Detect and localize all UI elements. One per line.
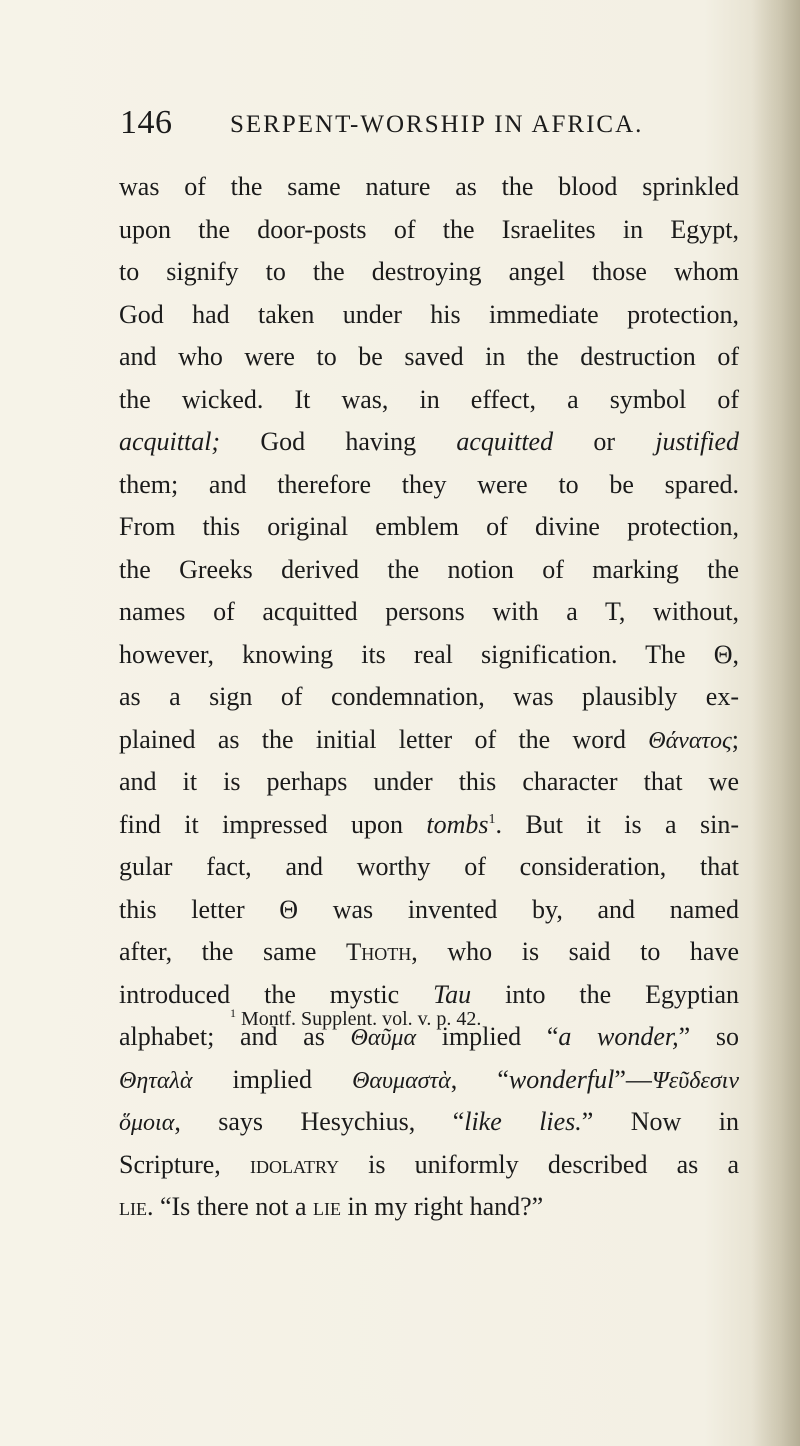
text-line: however, knowing its real signification. The Θ,	[119, 639, 739, 669]
text-line: gular fact, and worthy of consideration, that	[119, 852, 739, 881]
text-line: names of acquitted persons with a T, without,	[119, 597, 739, 626]
text-line: the Greeks derived the notion of marking the	[119, 554, 739, 584]
body-text	[119, 166, 739, 1229]
page-edge-shadow	[752, 0, 800, 1446]
text-line: this letter Θ was invented by, and named	[119, 894, 739, 924]
text-line: as a sign of condemnation, was plausibly ex-	[119, 682, 739, 711]
text-line: God had taken under his immediate protection,	[119, 299, 739, 329]
text-line: introduced the mystic Tau into the Egyptian	[119, 979, 739, 1009]
text-line: find it impressed upon tombs$^1$. But it is a sin-	[119, 809, 739, 839]
text-line: From this original emblem of divine protection,	[119, 512, 739, 541]
text-line: Θηταλὰ implied Θαυμαστὰ, “wonderful”—Ψεῦδεσιν	[119, 1064, 739, 1094]
text-line: plained as the initial letter of the word Θάνατος;	[119, 724, 739, 754]
text-line: alphabet; and as Θαῦμα implied “a wonder,” so	[119, 1022, 739, 1051]
text-line: and who were to be saved in the destruction of	[119, 342, 739, 371]
text-line: was of the same nature as the blood sprinkled	[119, 172, 739, 201]
text-line: and it is perhaps under this character that we	[119, 767, 739, 796]
page-number: 146	[120, 104, 173, 141]
text-line: the wicked. It was, in effect, a symbol of	[119, 384, 739, 414]
text-line: them; and therefore they were to be spared.	[119, 469, 739, 499]
text-line: ὅμοια, says Hesychius, “like lies.” Now in	[119, 1107, 739, 1136]
text-line: lie. “Is there not a lie in my right hand?”	[119, 1192, 544, 1221]
footnote-reference: 1	[488, 811, 496, 827]
footnote	[230, 1008, 481, 1031]
page-header	[120, 104, 740, 148]
footnote-marker: 1	[230, 1006, 236, 1020]
text-line: upon the door-posts of the Israelites in Egypt,	[119, 214, 739, 244]
text-line: to signify to the destroying angel those whom	[119, 257, 739, 286]
text-line: after, the same Thoth, who is said to have	[119, 937, 739, 966]
footnote-text: Montf. Supplent. vol. v. p. 42.	[241, 1008, 482, 1030]
text-line: acquittal; God having acquitted or justified	[119, 427, 739, 456]
text-line: Scripture, idolatry is uniformly described as a	[119, 1149, 739, 1179]
running-title: SERPENT-WORSHIP IN AFRICA.	[230, 111, 644, 138]
